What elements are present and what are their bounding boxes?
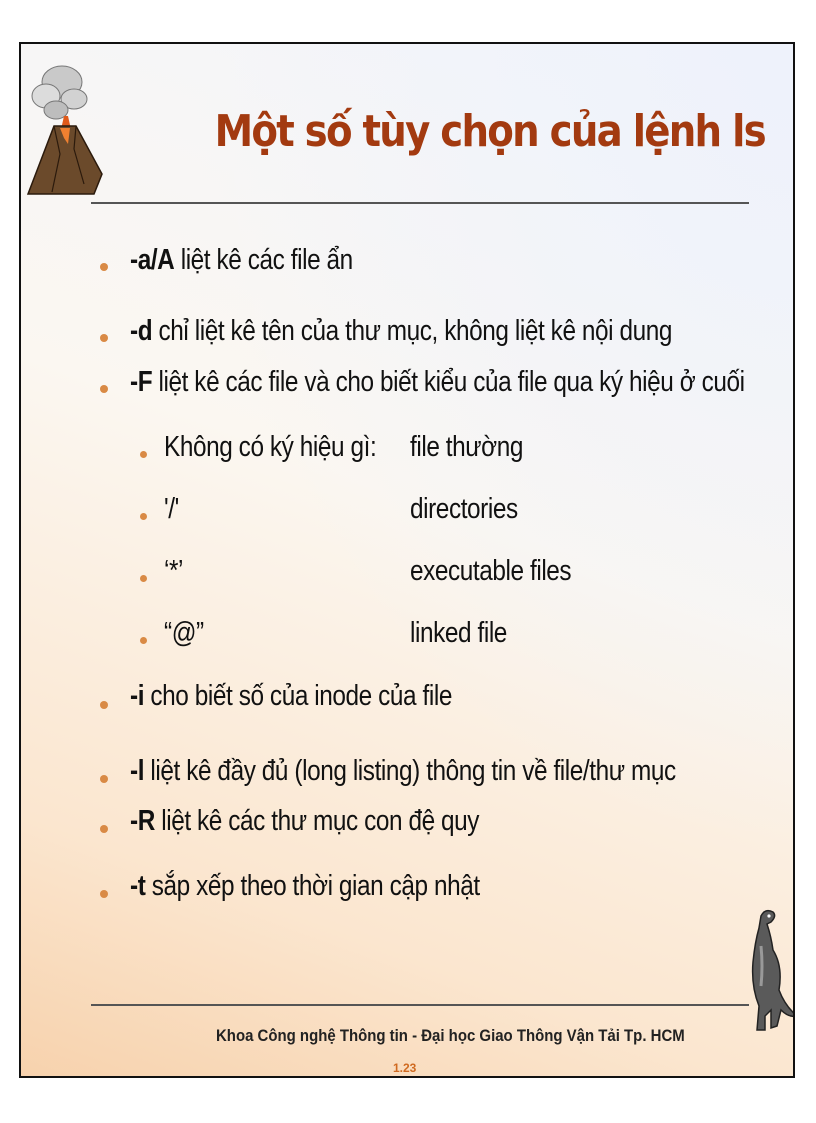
list-item: -d chỉ liệt kê tên của thư mục, không liệt kê nội dung	[130, 315, 673, 347]
bullet-icon	[100, 701, 108, 709]
title-divider	[91, 202, 749, 204]
slide	[19, 42, 795, 1078]
footer-text: Khoa Công nghệ Thông tin - Đại học Giao Thông Vận Tải Tp. HCM	[216, 1026, 685, 1045]
sub-bullet-icon	[140, 451, 147, 458]
sub-item-symbol: ‘*’	[164, 555, 184, 587]
dinosaur-icon	[743, 906, 795, 1036]
sub-item-meaning: file thường	[410, 431, 523, 463]
bullet-icon	[100, 890, 108, 898]
sub-item-meaning: executable files	[410, 555, 572, 587]
bullet-icon	[100, 825, 108, 833]
bullet-icon	[100, 334, 108, 342]
sub-item-meaning: linked file	[410, 617, 507, 649]
list-item: -F liệt kê các file và cho biết kiểu của file qua ký hiệu ở cuối	[130, 366, 745, 398]
page-number: 1.23	[393, 1061, 417, 1075]
slide-title: Một số tùy chọn của lệnh ls	[214, 106, 765, 157]
sub-item-meaning: directories	[410, 493, 518, 525]
bullet-icon	[100, 263, 108, 271]
sub-bullet-icon	[140, 637, 147, 644]
list-item: -a/A liệt kê các file ẩn	[130, 244, 353, 276]
sub-item-symbol: Không có ký hiệu gì:	[164, 431, 377, 463]
volcano-icon	[24, 54, 104, 199]
list-item: -i cho biết số của inode của file	[130, 680, 452, 712]
sub-item-symbol: “@”	[164, 617, 204, 649]
list-item: -t sắp xếp theo thời gian cập nhật	[130, 870, 480, 902]
sub-item-symbol: '/'	[164, 493, 179, 525]
list-item: -R liệt kê các thư mục con đệ quy	[130, 805, 480, 837]
bullet-icon	[100, 385, 108, 393]
list-item: -l liệt kê đầy đủ (long listing) thông tin về file/thư mục	[130, 755, 676, 787]
footer-divider	[91, 1004, 749, 1006]
sub-bullet-icon	[140, 513, 147, 520]
sub-bullet-icon	[140, 575, 147, 582]
bullet-icon	[100, 775, 108, 783]
